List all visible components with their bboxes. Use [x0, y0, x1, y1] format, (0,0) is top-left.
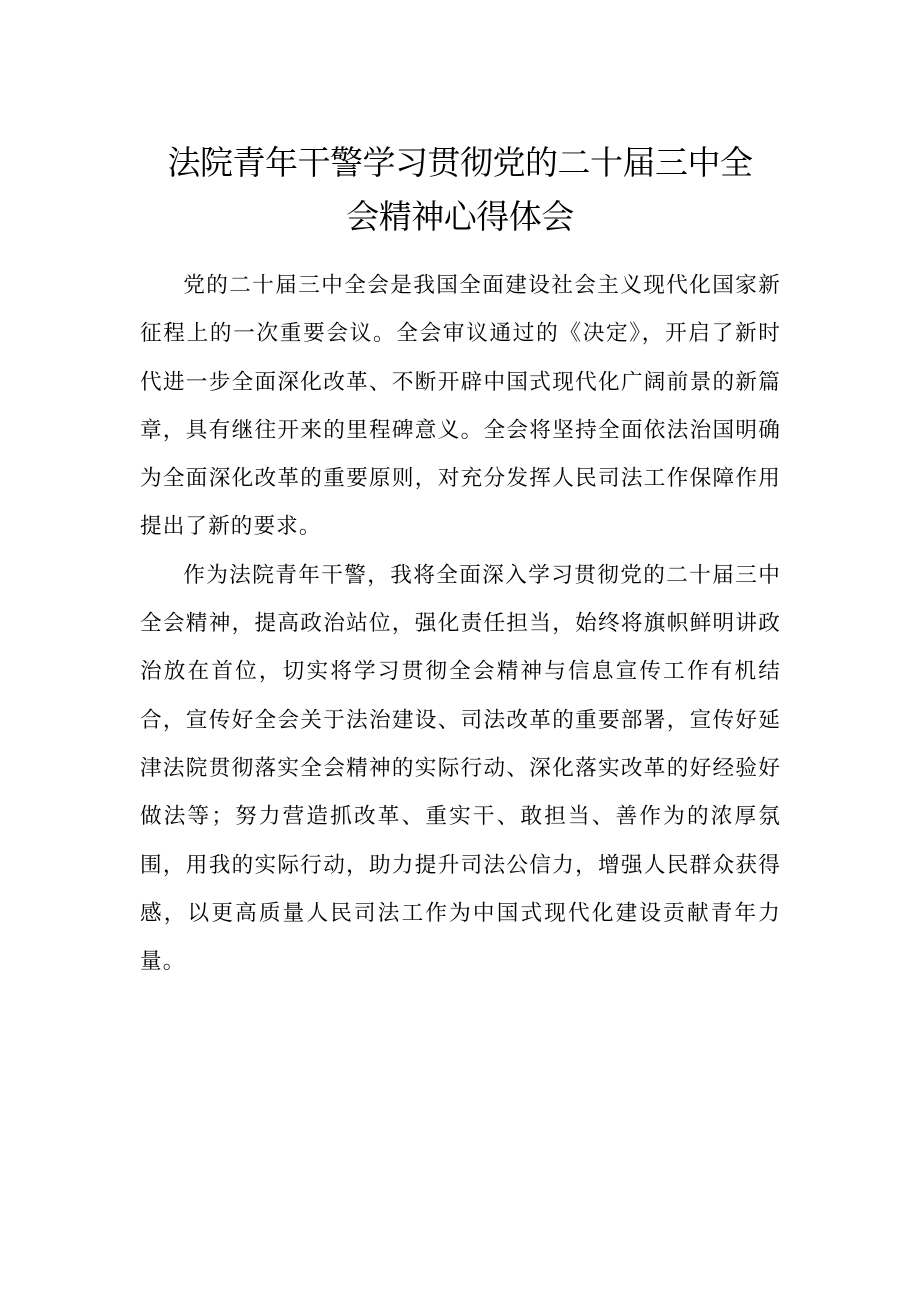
- title-line-2: 会精神心得体会: [346, 197, 574, 236]
- document-body: [140, 262, 781, 986]
- title-line-1: 法院青年干警学习贯彻党的二十届三中全: [167, 143, 753, 182]
- document-title: [140, 136, 780, 244]
- paragraph-2: 作为法院青年干警，我将全面深入学习贯彻党的二十届三中全会精神，提高政治站位，强化责任担当，始终将旗帜鲜明讲政治放在首位，切实将学习贯彻全会精神与信息宣传工作有机结合，宣传好全会关于法治建设、司法改革的重要部署，宣传好延津法院贯彻落实全会精神的实际行动、深化落实改革的好经验好做法等；努力营造抓改革、重实干、敢担当、善作为的浓厚氛围，用我的实际行动，助力提升司法公信力，增强人民群众获得感，以更高质量人民司法工作为中国式现代化建设贡献青年力量。: [140, 562, 781, 975]
- paragraph-1: 党的二十届三中全会是我国全面建设社会主义现代化国家新征程上的一次重要会议。全会审议通过的《决定》，开启了新时代进一步全面深化改革、不断开辟中国式现代化广阔前景的新篇章，具有继往开来的里程碑意义。全会将坚持全面依法治国明确为全面深化改革的重要原则，对充分发挥人民司法工作保障作用提出了新的要求。: [140, 273, 781, 540]
